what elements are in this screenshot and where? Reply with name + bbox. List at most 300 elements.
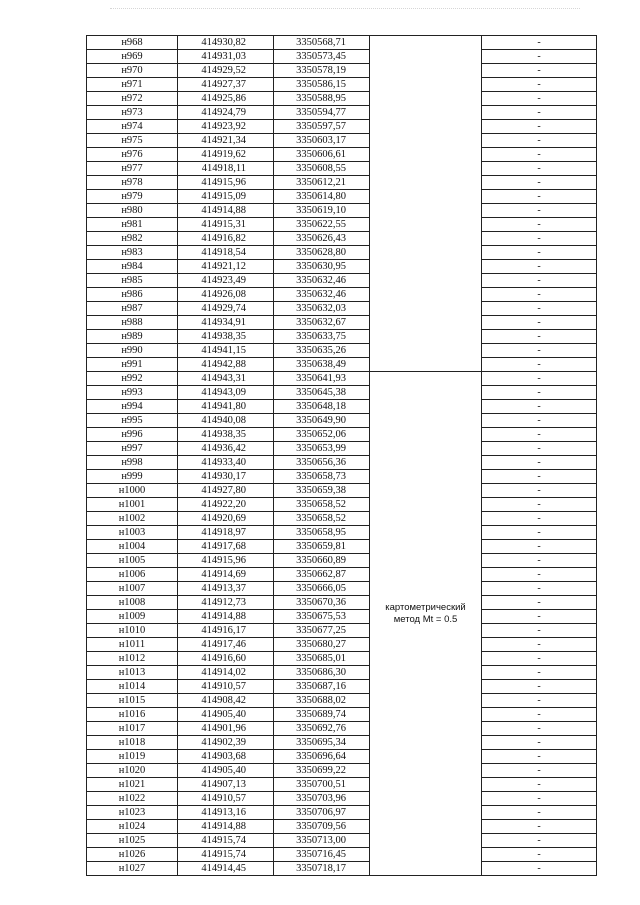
table-row [87,204,597,218]
table-row [87,750,597,764]
y-coordinate: 3350675,53 [274,610,370,624]
table-row [87,218,597,232]
point-number: н1018 [87,736,178,750]
point-number: н1022 [87,792,178,806]
table-row [87,106,597,120]
point-number: н996 [87,428,178,442]
table-row [87,260,597,274]
table-row [87,666,597,680]
y-coordinate: 3350649,90 [274,414,370,428]
x-coordinate: 414916,82 [178,232,274,246]
y-coordinate: 3350656,36 [274,456,370,470]
accuracy-dash: - [482,246,597,260]
y-coordinate: 3350594,77 [274,106,370,120]
x-coordinate: 414915,74 [178,834,274,848]
accuracy-dash: - [482,862,597,876]
y-coordinate: 3350666,05 [274,582,370,596]
y-coordinate: 3350578,19 [274,64,370,78]
table-row [87,428,597,442]
point-number: н1000 [87,484,178,498]
table-row [87,400,597,414]
point-number: н968 [87,36,178,50]
accuracy-dash: - [482,834,597,848]
x-coordinate: 414930,82 [178,36,274,50]
table-row [87,50,597,64]
x-coordinate: 414927,80 [178,484,274,498]
y-coordinate: 3350568,71 [274,36,370,50]
y-coordinate: 3350662,87 [274,568,370,582]
y-coordinate: 3350632,46 [274,288,370,302]
x-coordinate: 414931,03 [178,50,274,64]
method-line-2: метод Mt = 0.5 [393,614,458,625]
point-number: н986 [87,288,178,302]
point-number: н1020 [87,764,178,778]
table-row [87,736,597,750]
y-coordinate: 3350632,46 [274,274,370,288]
x-coordinate: 414929,52 [178,64,274,78]
table-row [87,638,597,652]
y-coordinate: 3350630,95 [274,260,370,274]
table-row [87,834,597,848]
y-coordinate: 3350638,49 [274,358,370,372]
x-coordinate: 414942,88 [178,358,274,372]
y-coordinate: 3350677,25 [274,624,370,638]
accuracy-dash: - [482,792,597,806]
accuracy-dash: - [482,512,597,526]
x-coordinate: 414914,02 [178,666,274,680]
point-number: н979 [87,190,178,204]
x-coordinate: 414916,60 [178,652,274,666]
point-number: н970 [87,64,178,78]
point-number: н980 [87,204,178,218]
x-coordinate: 414915,96 [178,554,274,568]
x-coordinate: 414912,73 [178,596,274,610]
point-number: н982 [87,232,178,246]
table-row [87,274,597,288]
y-coordinate: 3350626,43 [274,232,370,246]
scan-artifact [110,8,580,13]
y-coordinate: 3350614,80 [274,190,370,204]
y-coordinate: 3350619,10 [274,204,370,218]
accuracy-dash: - [482,120,597,134]
y-coordinate: 3350645,38 [274,386,370,400]
point-number: н983 [87,246,178,260]
x-coordinate: 414914,88 [178,610,274,624]
table-row [87,78,597,92]
table-row [87,176,597,190]
point-number: н989 [87,330,178,344]
accuracy-dash: - [482,50,597,64]
point-number: н988 [87,316,178,330]
y-coordinate: 3350633,75 [274,330,370,344]
y-coordinate: 3350658,95 [274,526,370,540]
x-coordinate: 414925,86 [178,92,274,106]
point-number: н1004 [87,540,178,554]
point-number: н991 [87,358,178,372]
point-number: н981 [87,218,178,232]
accuracy-dash: - [482,274,597,288]
point-number: н1027 [87,862,178,876]
y-coordinate: 3350685,01 [274,652,370,666]
accuracy-dash: - [482,134,597,148]
y-coordinate: 3350670,36 [274,596,370,610]
accuracy-dash: - [482,456,597,470]
accuracy-dash: - [482,330,597,344]
accuracy-dash: - [482,820,597,834]
x-coordinate: 414915,31 [178,218,274,232]
point-number: н985 [87,274,178,288]
y-coordinate: 3350658,73 [274,470,370,484]
y-coordinate: 3350716,45 [274,848,370,862]
point-number: н1008 [87,596,178,610]
accuracy-dash: - [482,470,597,484]
table-row [87,456,597,470]
accuracy-dash: - [482,148,597,162]
accuracy-dash: - [482,652,597,666]
table-row [87,596,597,610]
y-coordinate: 3350597,57 [274,120,370,134]
x-coordinate: 414905,40 [178,764,274,778]
table-row [87,652,597,666]
point-number: н1026 [87,848,178,862]
accuracy-dash: - [482,526,597,540]
table-row [87,246,597,260]
accuracy-dash: - [482,596,597,610]
accuracy-dash: - [482,344,597,358]
accuracy-dash: - [482,288,597,302]
accuracy-dash: - [482,176,597,190]
x-coordinate: 414914,69 [178,568,274,582]
table-row [87,792,597,806]
y-coordinate: 3350635,26 [274,344,370,358]
table-row [87,148,597,162]
x-coordinate: 414918,11 [178,162,274,176]
accuracy-dash: - [482,610,597,624]
y-coordinate: 3350622,55 [274,218,370,232]
accuracy-dash: - [482,666,597,680]
coordinates-table-body [87,36,597,876]
y-coordinate: 3350659,81 [274,540,370,554]
table-row [87,526,597,540]
y-coordinate: 3350632,03 [274,302,370,316]
x-coordinate: 414919,62 [178,148,274,162]
method-cell [370,372,482,876]
accuracy-dash: - [482,414,597,428]
table-row [87,764,597,778]
point-number: н990 [87,344,178,358]
y-coordinate: 3350680,27 [274,638,370,652]
y-coordinate: 3350686,30 [274,666,370,680]
x-coordinate: 414916,17 [178,624,274,638]
accuracy-dash: - [482,78,597,92]
x-coordinate: 414914,88 [178,820,274,834]
point-number: н1005 [87,554,178,568]
y-coordinate: 3350612,21 [274,176,370,190]
x-coordinate: 414908,42 [178,694,274,708]
accuracy-dash: - [482,582,597,596]
x-coordinate: 414907,13 [178,778,274,792]
y-coordinate: 3350713,00 [274,834,370,848]
point-number: н976 [87,148,178,162]
x-coordinate: 414915,09 [178,190,274,204]
table-row [87,680,597,694]
accuracy-dash: - [482,848,597,862]
table-row [87,470,597,484]
table-row [87,806,597,820]
accuracy-dash: - [482,260,597,274]
y-coordinate: 3350718,17 [274,862,370,876]
point-number: н974 [87,120,178,134]
point-number: н1024 [87,820,178,834]
y-coordinate: 3350648,18 [274,400,370,414]
x-coordinate: 414921,34 [178,134,274,148]
x-coordinate: 414922,20 [178,498,274,512]
x-coordinate: 414903,68 [178,750,274,764]
accuracy-dash: - [482,372,597,386]
accuracy-dash: - [482,36,597,50]
y-coordinate: 3350586,15 [274,78,370,92]
table-row [87,778,597,792]
x-coordinate: 414930,17 [178,470,274,484]
accuracy-dash: - [482,498,597,512]
y-coordinate: 3350700,51 [274,778,370,792]
x-coordinate: 414915,96 [178,176,274,190]
x-coordinate: 414921,12 [178,260,274,274]
accuracy-dash: - [482,358,597,372]
accuracy-dash: - [482,484,597,498]
x-coordinate: 414929,74 [178,302,274,316]
x-coordinate: 414938,35 [178,428,274,442]
accuracy-dash: - [482,106,597,120]
point-number: н1017 [87,722,178,736]
point-number: н999 [87,470,178,484]
table-row [87,848,597,862]
method-description [370,602,481,626]
x-coordinate: 414915,74 [178,848,274,862]
y-coordinate: 3350608,55 [274,162,370,176]
accuracy-dash: - [482,442,597,456]
accuracy-dash: - [482,162,597,176]
table-row [87,64,597,78]
point-number: н971 [87,78,178,92]
accuracy-dash: - [482,750,597,764]
point-number: н984 [87,260,178,274]
table-row [87,722,597,736]
table-row [87,442,597,456]
y-coordinate: 3350660,89 [274,554,370,568]
x-coordinate: 414941,80 [178,400,274,414]
x-coordinate: 414936,42 [178,442,274,456]
accuracy-dash: - [482,736,597,750]
y-coordinate: 3350632,67 [274,316,370,330]
accuracy-dash: - [482,92,597,106]
accuracy-dash: - [482,400,597,414]
table-row [87,708,597,722]
table-row [87,316,597,330]
table-row [87,302,597,316]
table-row [87,414,597,428]
point-number: н1016 [87,708,178,722]
x-coordinate: 414938,35 [178,330,274,344]
point-number: н993 [87,386,178,400]
y-coordinate: 3350703,96 [274,792,370,806]
y-coordinate: 3350688,02 [274,694,370,708]
table-row [87,624,597,638]
y-coordinate: 3350695,34 [274,736,370,750]
table-row [87,344,597,358]
point-number: н1015 [87,694,178,708]
point-number: н1021 [87,778,178,792]
accuracy-dash: - [482,722,597,736]
point-number: н1009 [87,610,178,624]
accuracy-dash: - [482,428,597,442]
accuracy-dash: - [482,554,597,568]
point-number: н969 [87,50,178,64]
y-coordinate: 3350606,61 [274,148,370,162]
point-number: н998 [87,456,178,470]
y-coordinate: 3350709,56 [274,820,370,834]
point-number: н1011 [87,638,178,652]
table-row [87,358,597,372]
x-coordinate: 414917,68 [178,540,274,554]
point-number: н1012 [87,652,178,666]
accuracy-dash: - [482,64,597,78]
table-row [87,694,597,708]
accuracy-dash: - [482,694,597,708]
table-row [87,372,597,386]
accuracy-dash: - [482,568,597,582]
y-coordinate: 3350628,80 [274,246,370,260]
accuracy-dash: - [482,638,597,652]
accuracy-dash: - [482,540,597,554]
table-row [87,862,597,876]
y-coordinate: 3350588,95 [274,92,370,106]
table-row [87,610,597,624]
x-coordinate: 414926,08 [178,288,274,302]
point-number: н1003 [87,526,178,540]
accuracy-dash: - [482,204,597,218]
accuracy-dash: - [482,806,597,820]
x-coordinate: 414902,39 [178,736,274,750]
y-coordinate: 3350573,45 [274,50,370,64]
x-coordinate: 414918,97 [178,526,274,540]
y-coordinate: 3350699,22 [274,764,370,778]
table-row [87,386,597,400]
x-coordinate: 414943,09 [178,386,274,400]
x-coordinate: 414920,69 [178,512,274,526]
y-coordinate: 3350641,93 [274,372,370,386]
y-coordinate: 3350689,74 [274,708,370,722]
point-number: н1025 [87,834,178,848]
x-coordinate: 414910,57 [178,680,274,694]
method-cell-empty [370,36,482,372]
x-coordinate: 414934,91 [178,316,274,330]
table-row [87,554,597,568]
accuracy-dash: - [482,218,597,232]
x-coordinate: 414914,45 [178,862,274,876]
table-row [87,512,597,526]
table-row [87,568,597,582]
y-coordinate: 3350706,97 [274,806,370,820]
x-coordinate: 414940,08 [178,414,274,428]
table-row [87,190,597,204]
table-row [87,540,597,554]
point-number: н994 [87,400,178,414]
x-coordinate: 414913,37 [178,582,274,596]
x-coordinate: 414923,92 [178,120,274,134]
point-number: н997 [87,442,178,456]
x-coordinate: 414941,15 [178,344,274,358]
point-number: н995 [87,414,178,428]
x-coordinate: 414927,37 [178,78,274,92]
y-coordinate: 3350696,64 [274,750,370,764]
accuracy-dash: - [482,778,597,792]
accuracy-dash: - [482,386,597,400]
coordinates-table [86,35,597,876]
table-row [87,36,597,50]
point-number: н1014 [87,680,178,694]
accuracy-dash: - [482,624,597,638]
point-number: н1019 [87,750,178,764]
point-number: н972 [87,92,178,106]
x-coordinate: 414905,40 [178,708,274,722]
x-coordinate: 414943,31 [178,372,274,386]
point-number: н1002 [87,512,178,526]
x-coordinate: 414901,96 [178,722,274,736]
accuracy-dash: - [482,232,597,246]
x-coordinate: 414933,40 [178,456,274,470]
point-number: н1013 [87,666,178,680]
table-row [87,330,597,344]
y-coordinate: 3350653,99 [274,442,370,456]
x-coordinate: 414924,79 [178,106,274,120]
accuracy-dash: - [482,680,597,694]
point-number: н1023 [87,806,178,820]
method-line-1: картометрический [385,602,466,613]
accuracy-dash: - [482,302,597,316]
table-row [87,134,597,148]
accuracy-dash: - [482,316,597,330]
y-coordinate: 3350658,52 [274,512,370,526]
x-coordinate: 414910,57 [178,792,274,806]
table-row [87,820,597,834]
y-coordinate: 3350658,52 [274,498,370,512]
x-coordinate: 414923,49 [178,274,274,288]
point-number: н1010 [87,624,178,638]
accuracy-dash: - [482,708,597,722]
accuracy-dash: - [482,764,597,778]
x-coordinate: 414917,46 [178,638,274,652]
table-row [87,232,597,246]
point-number: н987 [87,302,178,316]
y-coordinate: 3350603,17 [274,134,370,148]
x-coordinate: 414914,88 [178,204,274,218]
point-number: н978 [87,176,178,190]
table-row [87,162,597,176]
accuracy-dash: - [482,190,597,204]
y-coordinate: 3350687,16 [274,680,370,694]
table-row [87,92,597,106]
point-number: н975 [87,134,178,148]
x-coordinate: 414918,54 [178,246,274,260]
table-row [87,582,597,596]
table-row [87,120,597,134]
table-row [87,498,597,512]
point-number: н992 [87,372,178,386]
y-coordinate: 3350692,76 [274,722,370,736]
y-coordinate: 3350652,06 [274,428,370,442]
point-number: н973 [87,106,178,120]
